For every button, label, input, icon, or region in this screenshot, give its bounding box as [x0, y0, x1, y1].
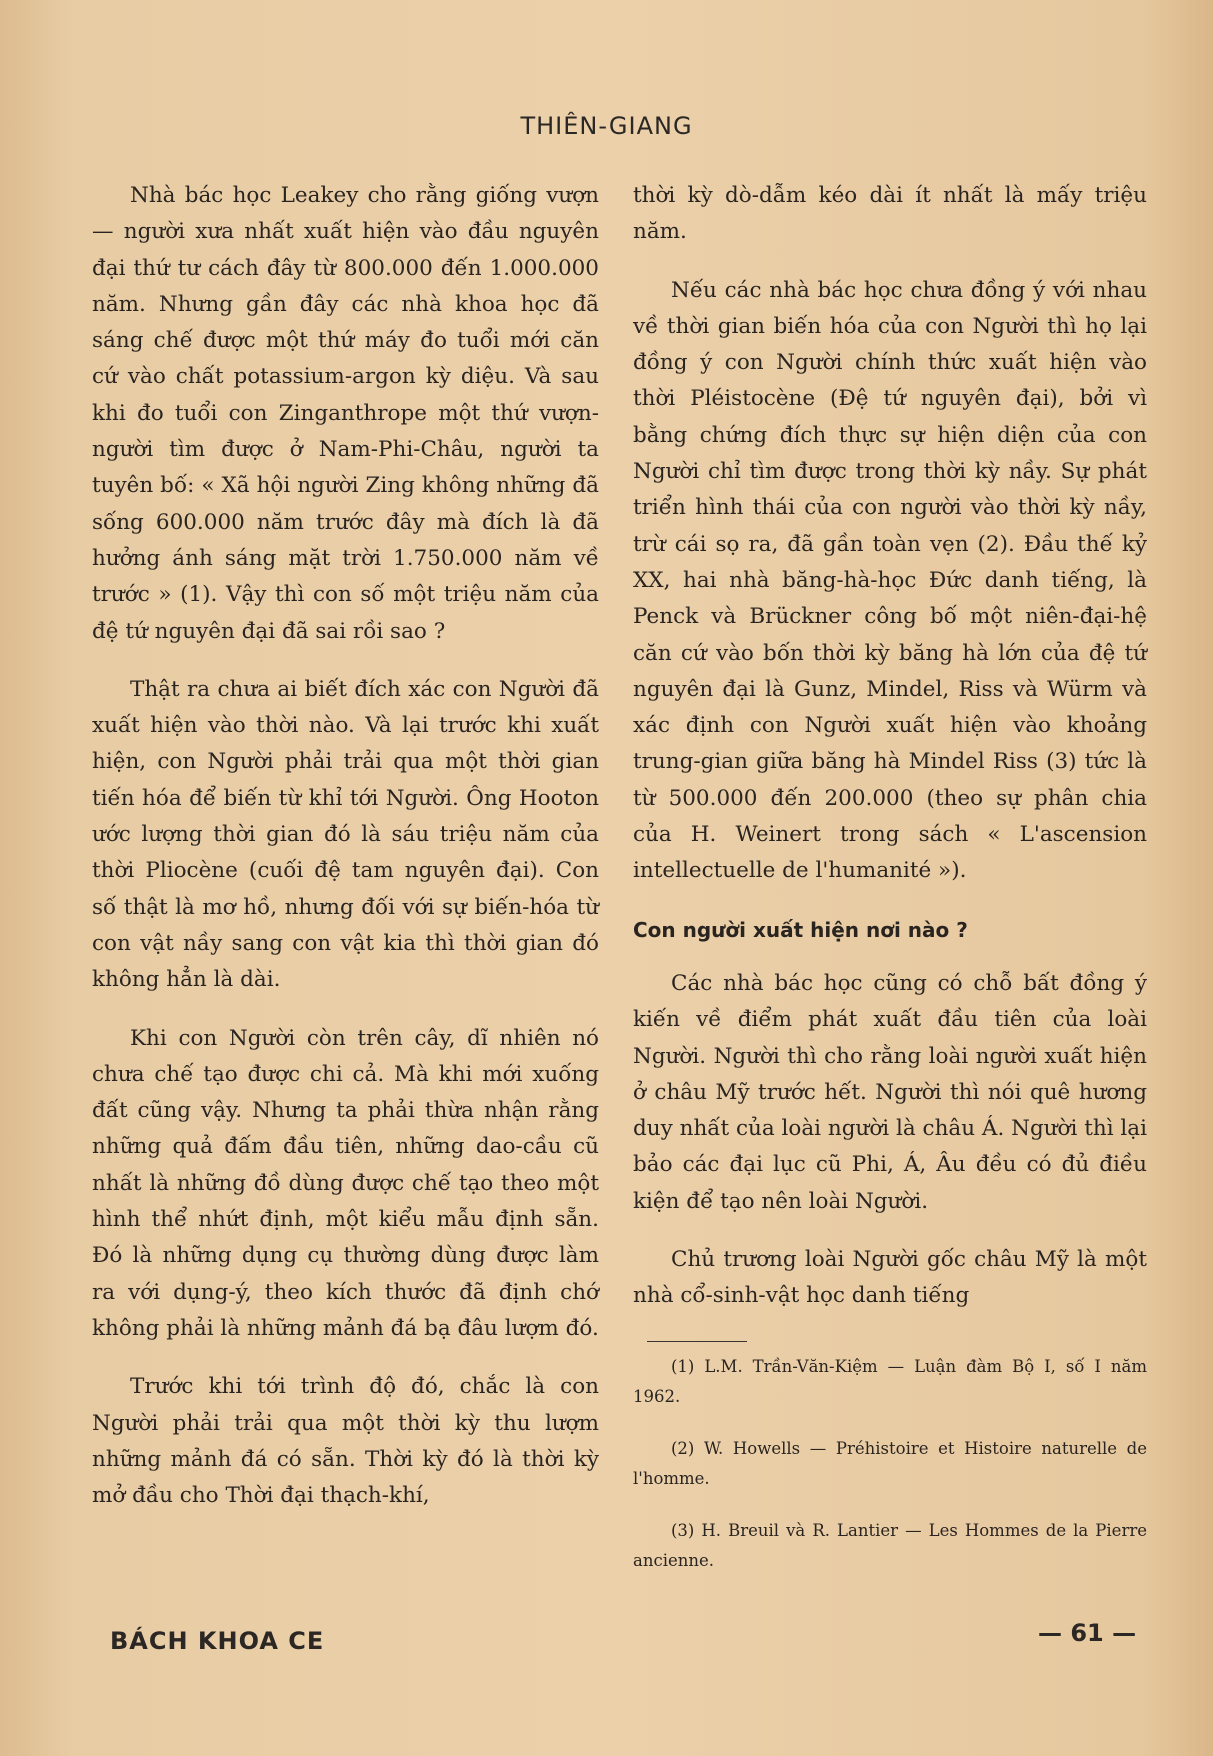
- footnote-1: (1) L.M. Trần-Văn-Kiệm — Luận đàm Bộ I, số I năm 1962.: [633, 1356, 1147, 1406]
- left-paragraph-1: Nhà bác học Leakey cho rằng giống vượn — người xưa nhất xuất hiện vào đầu nguyên đại thứ tư cách đây từ 800.000 đến 1.000.000 năm. Nhưng gần đây các nhà khoa học đã sáng chế được một thứ máy đo tuổi mới căn cứ vào chất potassium-argon kỳ diệu. Và sau khi đo tuổi con Zinganthrope một thứ vượn-người tìm được ở Nam-Phi-Châu, người ta tuyên bố: « Xã hội người Zing không những đã sống 600.000 năm trước đây mà đích là đã hưởng ánh sáng mặt trời 1.750.000 năm về trước » (1). Vậy thì con số một triệu năm của đệ tứ nguyên đại đã sai rồi sao ?: [92, 183, 599, 644]
- footnote-2: (2) W. Howells — Préhistoire et Histoire naturelle de l'homme.: [633, 1438, 1147, 1488]
- footnote-3: (3) H. Breuil và R. Lantier — Les Hommes de la Pierre ancienne.: [633, 1520, 1147, 1570]
- section-heading: Con người xuất hiện nơi nào ?: [633, 917, 968, 942]
- running-header: THIÊN-GIANG: [520, 112, 693, 140]
- page-number: — 61 —: [1038, 1619, 1137, 1647]
- right-paragraph-2: Các nhà bác học cũng có chỗ bất đồng ý kiến về điểm phát xuất đầu tiên của loài Người. Người thì cho rằng loài người xuất hiện ở châu Mỹ trước hết. Người thì nói quê hương duy nhất của loài người là châu Á. Người thì lại bảo các đại lục cũ Phi, Á, Âu đều có đủ điều kiện để tạo nên loài Người.: [633, 970, 1147, 1214]
- left-paragraph-3: Khi con Người còn trên cây, dĩ nhiên nó chưa chế tạo được chi cả. Mà khi mới xuống đất cũng vậy. Nhưng ta phải thừa nhận rằng những quả đấm đầu tiên, những dao-cầu cũ nhất là những đồ dùng được chế tạo theo một hình thể nhứt định, một kiểu mẫu định sẵn. Đó là những dụng cụ thường dùng được làm ra với dụng-ý, theo kích thước đã định chớ không phải là những mảnh đá bạ đâu lượm đó.: [92, 1025, 599, 1341]
- right-column: [633, 178, 1147, 1598]
- left-paragraph-2: Thật ra chưa ai biết đích xác con Người đã xuất hiện vào thời nào. Và lại trước khi xuất hiện, con Người phải trải qua một thời gian tiến hóa để biến từ khỉ tới Người. Ông Hooton ước lượng thời gian đó là sáu triệu năm của thời Pliocène (cuối đệ tam nguyên đại). Con số thật là mơ hồ, nhưng đối với sự biến-hóa từ con vật nầy sang con vật kia thì thời gian đó không hẳn là dài.: [92, 676, 599, 993]
- left-paragraph-4: Trước khi tới trình độ đó, chắc là con Người phải trải qua một thời kỳ thu lượm những mảnh đá có sẵn. Thời kỳ đó là thời kỳ mở đầu cho Thời đại thạch-khí,: [92, 1374, 599, 1509]
- right-continuation-text: thời kỳ dò-dẫm kéo dài ít nhất là mấy triệu năm.: [633, 183, 1147, 245]
- right-paragraph-1: Nếu các nhà bác học chưa đồng ý với nhau về thời gian biến hóa của con Người thì họ lại đồng ý con Người chính thức xuất hiện vào thời Pléistocène (Đệ tứ nguyên đại), bởi vì bằng chứng đích thực sự hiện diện của con Người chỉ tìm được trong thời kỳ nầy. Sự phát triển hình thái của con người vào thời kỳ nầy, trừ cái sọ ra, đã gần toàn vẹn (2). Đầu thế kỷ XX, hai nhà băng-hà-học Đức danh tiếng, là Penck và Brückner công bố một niên-đại-hệ căn cứ vào bốn thời kỳ băng hà lớn của đệ tứ nguyên đại là Gunz, Mindel, Riss và Würm và xác định con Người xuất hiện vào khoảng trung-gian giữa băng hà Mindel Riss (3) tức là từ 500.000 đến 200.000 (theo sự phân chia của H. Weinert trong sách « L'ascension intellectuelle de l'humanité »).: [633, 277, 1147, 884]
- publication-name: BÁCH KHOA CE: [110, 1627, 325, 1655]
- footnote-divider: [647, 1341, 747, 1342]
- right-paragraph-3: Chủ trương loài Người gốc châu Mỹ là một nhà cổ-sinh-vật học danh tiếng: [633, 1247, 1147, 1309]
- left-column: [92, 178, 599, 1536]
